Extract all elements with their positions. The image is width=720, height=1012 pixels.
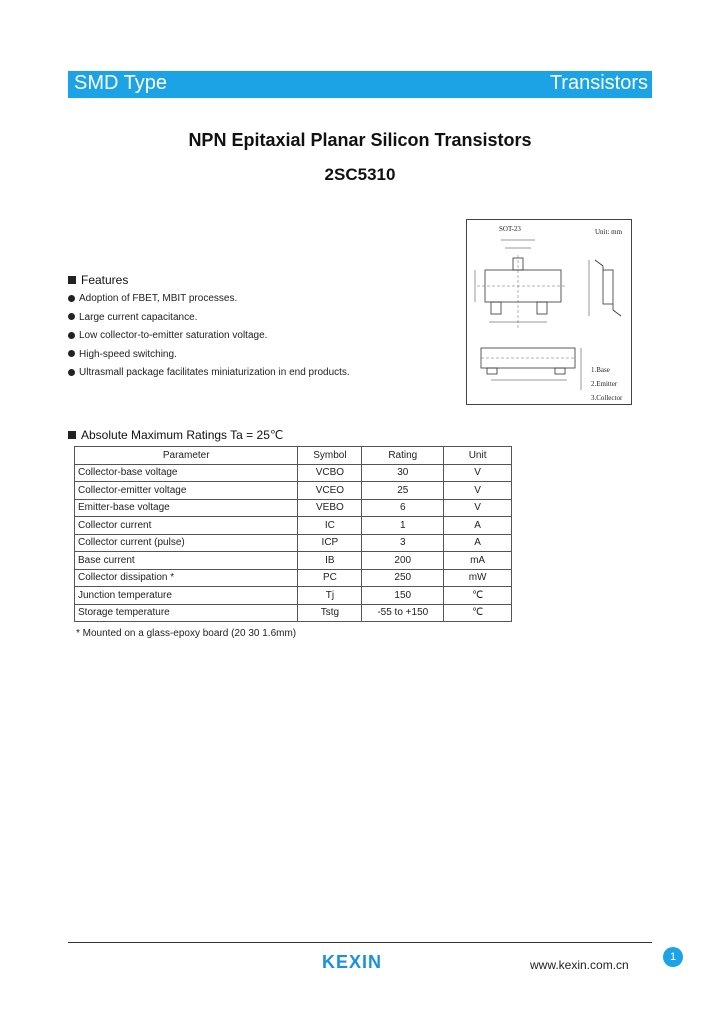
feature-text: High-speed switching.	[79, 348, 177, 360]
rating-cell: 6	[362, 499, 444, 517]
unit-cell: mA	[444, 552, 512, 570]
ratings-footnote: * Mounted on a glass-epoxy board (20 30 1.6mm)	[76, 628, 297, 639]
bullet-icon	[68, 369, 75, 376]
unit-cell: mW	[444, 569, 512, 587]
unit-cell: ℃	[444, 604, 512, 622]
table-row	[75, 552, 512, 570]
table-row	[75, 534, 512, 552]
company-website[interactable]: www.kexin.com.cn	[530, 958, 629, 972]
bullet-icon	[68, 350, 75, 357]
header-product-type: Transistors	[549, 72, 648, 94]
symbol-cell: VCEO	[298, 482, 362, 500]
feature-item	[68, 311, 350, 330]
rating-cell: 1	[362, 517, 444, 535]
unit-cell: A	[444, 517, 512, 535]
bullet-icon	[68, 313, 75, 320]
symbol-cell: IC	[298, 517, 362, 535]
parameter-cell: Storage temperature	[75, 604, 298, 622]
table-row	[75, 482, 512, 500]
page-number: 1	[663, 947, 683, 967]
header-category: SMD Type	[74, 72, 167, 94]
table-row	[75, 604, 512, 622]
features-heading-text: Features	[81, 273, 129, 287]
feature-item	[68, 348, 350, 367]
rating-cell: -55 to +150	[362, 604, 444, 622]
bullet-icon	[68, 295, 75, 302]
unit-cell: V	[444, 499, 512, 517]
pin-label-3: 3.Collector	[591, 394, 623, 402]
feature-text: Low collector-to-emitter saturation voltage.	[79, 330, 268, 341]
column-header: Parameter	[75, 447, 298, 465]
feature-text: Ultrasmall package facilitates miniaturization in end products.	[79, 367, 350, 378]
feature-text: Large current capacitance.	[79, 311, 198, 323]
square-bullet-icon	[68, 276, 76, 284]
features-list	[68, 292, 350, 385]
header-bar	[68, 71, 652, 98]
bullet-icon	[68, 332, 75, 339]
symbol-cell: ICP	[298, 534, 362, 552]
rating-cell: 30	[362, 464, 444, 482]
parameter-cell: Collector-base voltage	[75, 464, 298, 482]
parameter-cell: Base current	[75, 552, 298, 570]
package-name-label: SOT-23	[499, 225, 521, 233]
package-outline-drawing	[467, 220, 633, 406]
feature-text: Adoption of FBET, MBIT processes.	[79, 293, 238, 304]
column-header: Rating	[362, 447, 444, 465]
parameter-cell: Collector-emitter voltage	[75, 482, 298, 500]
table-row	[75, 569, 512, 587]
table-row	[75, 517, 512, 535]
symbol-cell: VEBO	[298, 499, 362, 517]
unit-cell: A	[444, 534, 512, 552]
ratings-table	[74, 446, 512, 622]
footer-divider	[68, 942, 652, 943]
package-drawing	[466, 219, 632, 405]
feature-item	[68, 329, 350, 348]
table-row	[75, 464, 512, 482]
document-title: NPN Epitaxial Planar Silicon Transistors	[188, 130, 532, 150]
table-header-row	[75, 447, 512, 465]
rating-cell: 150	[362, 587, 444, 605]
feature-item	[68, 366, 350, 385]
unit-cell: V	[444, 482, 512, 500]
pin-label-1: 1.Base	[591, 366, 610, 374]
features-heading	[68, 273, 128, 287]
symbol-cell: IB	[298, 552, 362, 570]
ratings-heading	[68, 428, 283, 442]
symbol-cell: VCBO	[298, 464, 362, 482]
column-header: Unit	[444, 447, 512, 465]
parameter-cell: Junction temperature	[75, 587, 298, 605]
parameter-cell: Emitter-base voltage	[75, 499, 298, 517]
table-row	[75, 587, 512, 605]
symbol-cell: Tstg	[298, 604, 362, 622]
parameter-cell: Collector dissipation *	[75, 569, 298, 587]
part-number: 2SC5310	[324, 165, 396, 184]
package-unit-label: Unit: mm	[595, 228, 623, 236]
table-row	[75, 499, 512, 517]
column-header: Symbol	[298, 447, 362, 465]
rating-cell: 3	[362, 534, 444, 552]
ratings-heading-text: Absolute Maximum Ratings Ta = 25℃	[81, 428, 284, 442]
square-bullet-icon	[68, 431, 76, 439]
parameter-cell: Collector current	[75, 517, 298, 535]
rating-cell: 25	[362, 482, 444, 500]
unit-cell: ℃	[444, 587, 512, 605]
company-logo: KEXIN	[322, 952, 383, 972]
rating-cell: 200	[362, 552, 444, 570]
pin-label-2: 2.Emitter	[591, 380, 618, 388]
symbol-cell: PC	[298, 569, 362, 587]
unit-cell: V	[444, 464, 512, 482]
symbol-cell: Tj	[298, 587, 362, 605]
rating-cell: 250	[362, 569, 444, 587]
feature-item	[68, 292, 350, 311]
parameter-cell: Collector current (pulse)	[75, 534, 298, 552]
